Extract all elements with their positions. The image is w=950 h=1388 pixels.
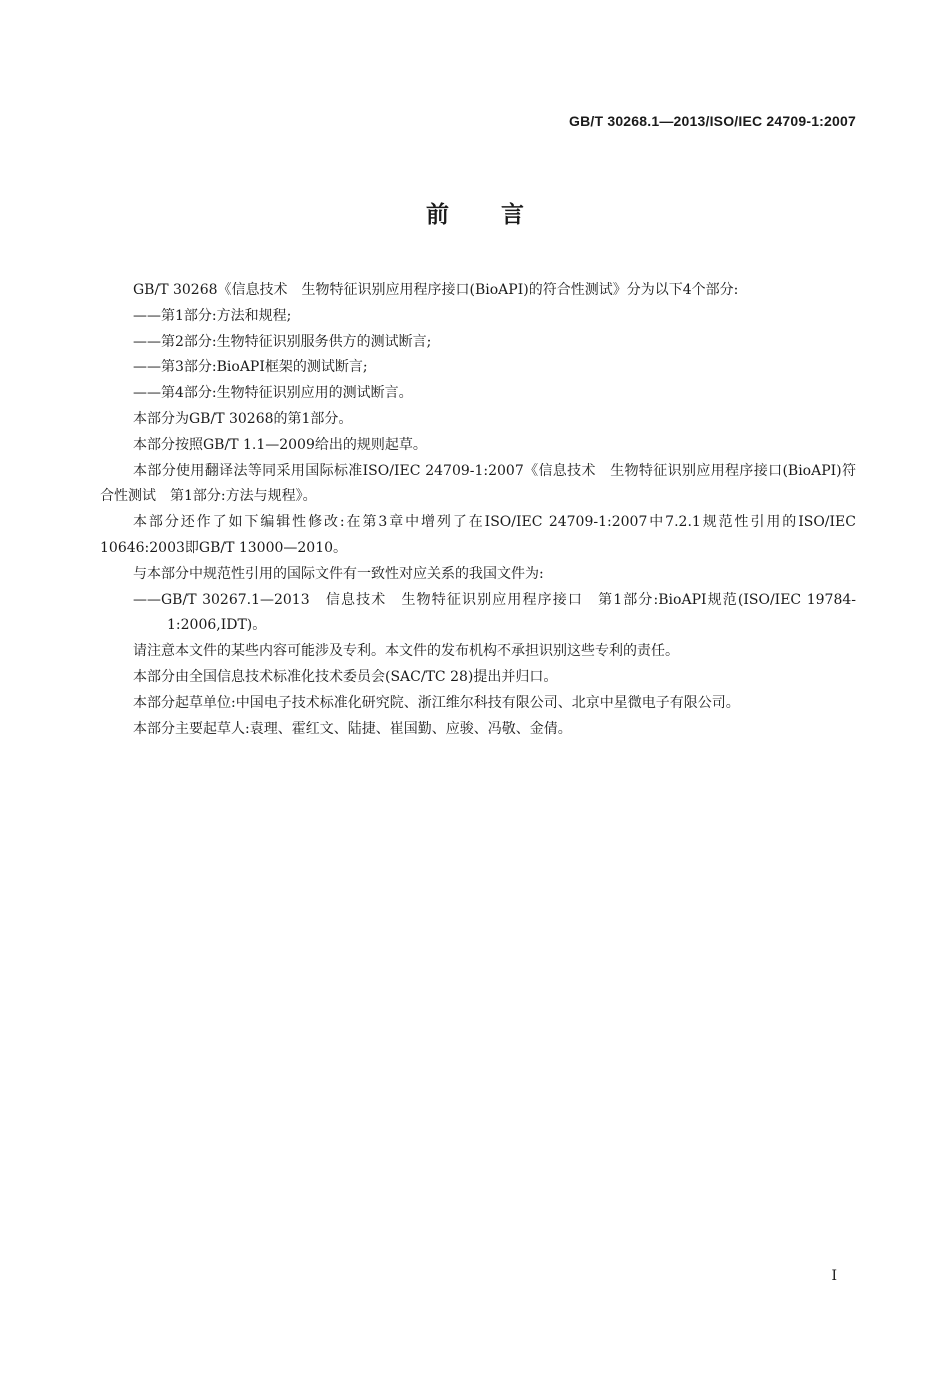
page-number: I [831,1268,837,1284]
paragraph-drafting-units: 本部分起草单位:中国电子技术标准化研究院、浙江维尔科技有限公司、北京中星微电子有限公司。 [133,694,740,711]
part-list-item: ——第2部分:生物特征识别服务供方的测试断言; [133,333,432,350]
page-title: 前言 [426,202,576,228]
paragraph-adoption: 本部分使用翻译法等同采用国际标准ISO/IEC 24709-1:2007《信息技术 生物特征识别应用程序接口(BioAPI)符合性测试 第1部分:方法与规程》。 [100,462,856,505]
paragraph-part-number: 本部分为GB/T 30268的第1部分。 [133,410,353,427]
paragraph-proposer: 本部分由全国信息技术标准化技术委员会(SAC/TC 28)提出并归口。 [133,668,558,685]
reference-item: ——GB/T 30267.1—2013 信息技术 生物特征识别应用程序接口 第1部分:BioAPI规范(ISO/IEC 19784-1:2006,IDT)。 [133,591,856,634]
paragraph-drafters: 本部分主要起草人:袁理、霍红文、陆捷、崔国勤、应骏、冯敬、金倩。 [133,720,572,737]
document-body [100,278,856,742]
part-list-item: ——第1部分:方法和规程; [133,307,292,324]
paragraph-patent-notice: 请注意本文件的某些内容可能涉及专利。本文件的发布机构不承担识别这些专利的责任。 [133,643,679,660]
paragraph-drafting-rules: 本部分按照GB/T 1.1—2009给出的规则起草。 [133,436,427,453]
standard-code: GB/T 30268.1—2013/ISO/IEC 24709-1:2007 [569,113,856,129]
paragraph-references-intro: 与本部分中规范性引用的国际文件有一致性对应关系的我国文件为: [133,565,544,582]
part-list-item: ——第3部分:BioAPI框架的测试断言; [133,359,368,376]
paragraph-editorial-changes: 本部分还作了如下编辑性修改:在第3章中增列了在ISO/IEC 24709-1:2007中7.2.1规范性引用的ISO/IEC 10646:2003即GB/T 13000—2010。 [100,514,856,556]
intro-paragraph: GB/T 30268《信息技术 生物特征识别应用程序接口(BioAPI)的符合性测试》分为以下4个部分: [133,282,739,298]
part-list-item: ——第4部分:生物特征识别应用的测试断言。 [133,385,413,402]
